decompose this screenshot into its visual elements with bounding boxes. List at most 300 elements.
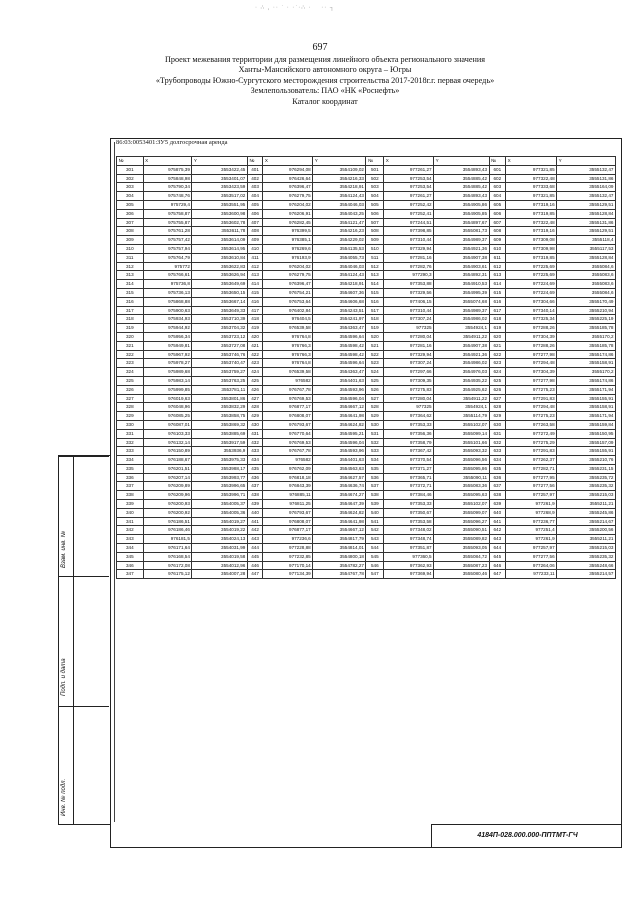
point-number-cell: 428: [247, 403, 263, 412]
x-coordinate-cell: 977322,48: [506, 218, 557, 227]
x-coordinate-cell: 977304,39: [506, 368, 557, 377]
y-coordinate-cell: 3553704,32: [192, 324, 247, 333]
y-coordinate-cell: 3555131,86: [557, 174, 616, 183]
point-number-cell: 513: [366, 271, 384, 280]
y-coordinate-cell: 3555096,27: [434, 517, 489, 526]
x-coordinate-cell: 976207,14: [143, 473, 192, 482]
coordinate-table: [116, 156, 616, 579]
x-coordinate-cell: 977280,04: [384, 332, 434, 341]
y-coordinate-cell: 3554976,03: [434, 368, 489, 377]
x-coordinate-cell: 977264,06: [506, 561, 557, 570]
x-coordinate-cell: 976204,02: [263, 262, 313, 271]
point-number-cell: 641: [489, 517, 506, 526]
x-coordinate-cell: 977372,71: [384, 482, 434, 491]
table-row: [117, 500, 616, 509]
point-number-cell: 527: [366, 394, 384, 403]
point-number-cell: 306: [117, 209, 144, 218]
x-coordinate-cell: 977333,68: [506, 183, 557, 192]
point-number-cell: 425: [247, 376, 263, 385]
stamp-label-replacement-inv: Взам. инв. №: [61, 530, 67, 568]
point-number-cell: 346: [117, 561, 144, 570]
y-coordinate-cell: 3555084,6: [557, 262, 616, 271]
y-coordinate-cell: 3554817,79: [313, 535, 366, 544]
table-row: [117, 350, 616, 359]
point-number-cell: 327: [117, 394, 144, 403]
y-coordinate-cell: 3555164,09: [557, 183, 616, 192]
point-number-cell: 334: [117, 456, 144, 465]
x-coordinate-cell: 977325,34: [506, 315, 557, 324]
point-number-cell: 530: [366, 420, 384, 429]
y-coordinate-cell: 3554019,22: [192, 526, 247, 535]
point-number-cell: 528: [366, 403, 384, 412]
x-coordinate-cell: 977367,42: [384, 447, 434, 456]
point-number-cell: 639: [489, 500, 506, 509]
y-coordinate-cell: 3555081,73: [434, 227, 489, 236]
table-row: [117, 200, 616, 209]
point-number-cell: 335: [117, 464, 144, 473]
y-coordinate-cell: 3554935,22: [434, 376, 489, 385]
x-coordinate-cell: 977291,83: [506, 447, 557, 456]
x-coordinate-cell: 976402,84: [263, 306, 313, 315]
y-coordinate-cell: 3554641,98: [313, 412, 366, 421]
point-number-cell: 523: [366, 359, 384, 368]
point-number-cell: 620: [489, 332, 506, 341]
x-coordinate-cell: 977340,14: [506, 306, 557, 315]
point-number-cell: 429: [247, 412, 263, 421]
x-coordinate-cell: 977275,23: [506, 385, 557, 394]
y-coordinate-cell: 3554019,58: [192, 552, 247, 561]
y-coordinate-cell: 3554907,38: [434, 253, 489, 262]
table-row: [117, 517, 616, 526]
y-coordinate-cell: 3554363,47: [313, 368, 366, 377]
x-coordinate-cell: 977325: [384, 403, 434, 412]
point-number-cell: 503: [366, 183, 384, 192]
x-coordinate-cell: 977371,27: [384, 464, 434, 473]
y-coordinate-cell: 3554593,96: [313, 447, 366, 456]
table-row: [117, 508, 616, 517]
point-number-cell: 304: [117, 192, 144, 201]
x-coordinate-cell: 977350,67: [384, 508, 434, 517]
table-row: [117, 473, 616, 482]
y-coordinate-cell: 3555214,57: [557, 570, 616, 579]
y-coordinate-cell: 3554046,03: [313, 262, 366, 271]
x-coordinate-cell: 976764,8: [263, 332, 313, 341]
x-coordinate-cell: 976769,53: [263, 394, 313, 403]
y-coordinate-cell: 3555132,47: [557, 192, 616, 201]
stamp-divider: [73, 456, 74, 824]
y-coordinate-cell: 3555131,86: [557, 218, 616, 227]
point-number-cell: 616: [489, 297, 506, 306]
point-number-cell: 329: [117, 412, 144, 421]
x-coordinate-cell: 977319,16: [506, 227, 557, 236]
y-coordinate-cell: 3555114,79: [434, 412, 489, 421]
point-number-cell: 542: [366, 526, 384, 535]
point-number-cell: 625: [489, 376, 506, 385]
x-coordinate-cell: 977236,77: [506, 517, 557, 526]
y-coordinate-cell: 3553858,75: [192, 412, 247, 421]
x-coordinate-cell: 975999,85: [143, 385, 192, 394]
x-coordinate-cell: 977228,88: [263, 544, 313, 553]
point-number-cell: 531: [366, 429, 384, 438]
document-code-box: [431, 824, 622, 848]
table-row: [117, 368, 616, 377]
column-header: Y: [313, 157, 366, 166]
x-coordinate-cell: 977261,27: [384, 165, 434, 174]
y-coordinate-cell: 3554885,42: [434, 183, 489, 192]
y-coordinate-cell: 3554986,02: [434, 315, 489, 324]
point-number-cell: 605: [489, 200, 506, 209]
y-coordinate-cell: 3554596,04: [313, 438, 366, 447]
point-number-cell: 343: [117, 535, 144, 544]
column-header: №: [366, 157, 384, 166]
x-coordinate-cell: 976087,01: [143, 420, 192, 429]
point-number-cell: 418: [247, 315, 263, 324]
point-number-cell: 417: [247, 306, 263, 315]
x-coordinate-cell: 977252,42: [384, 200, 434, 209]
y-coordinate-cell: 3553869,32: [192, 420, 247, 429]
y-coordinate-cell: 3553801,86: [192, 394, 247, 403]
point-number-cell: 303: [117, 183, 144, 192]
y-coordinate-cell: 3554814,01: [313, 544, 366, 553]
x-coordinate-cell: 977290,3: [384, 271, 434, 280]
point-number-cell: 510: [366, 244, 384, 253]
table-row: [117, 420, 616, 429]
x-coordinate-cell: 977282,76: [384, 262, 434, 271]
y-coordinate-cell: 3554903,61: [434, 262, 489, 271]
y-coordinate-cell: 3553649,33: [192, 306, 247, 315]
point-number-cell: 619: [489, 324, 506, 333]
x-coordinate-cell: 976206,91: [263, 209, 313, 218]
point-number-cell: 635: [489, 464, 506, 473]
x-coordinate-cell: 977253,54: [384, 183, 434, 192]
x-coordinate-cell: 977351,87: [384, 544, 434, 553]
y-coordinate-cell: 3554596,64: [313, 359, 366, 368]
y-coordinate-cell: 3554924,1: [434, 324, 489, 333]
x-coordinate-cell: 977319,85: [506, 253, 557, 262]
x-coordinate-cell: 976204,02: [263, 200, 313, 209]
x-coordinate-cell: 975790,34: [143, 183, 192, 192]
x-coordinate-cell: 976201,51: [143, 464, 192, 473]
point-number-cell: 627: [489, 394, 506, 403]
x-coordinate-cell: 976172,08: [143, 561, 192, 570]
point-number-cell: 519: [366, 324, 384, 333]
x-coordinate-cell: 976770,64: [263, 429, 313, 438]
table-row: [117, 297, 616, 306]
x-coordinate-cell: 976754,21: [263, 288, 313, 297]
column-header: №: [247, 157, 263, 166]
x-coordinate-cell: 975949,81: [143, 341, 192, 350]
point-number-cell: 629: [489, 412, 506, 421]
table-row: [117, 491, 616, 500]
point-number-cell: 610: [489, 244, 506, 253]
point-number-cell: 419: [247, 324, 263, 333]
x-coordinate-cell: 977353,33: [384, 500, 434, 509]
x-coordinate-cell: 977309,98: [506, 244, 557, 253]
point-number-cell: 445: [247, 552, 263, 561]
x-coordinate-cell: 976753,64: [263, 297, 313, 306]
y-coordinate-cell: 3555093,32: [434, 447, 489, 456]
point-number-cell: 311: [117, 253, 144, 262]
x-coordinate-cell: 976019,63: [143, 394, 192, 403]
y-coordinate-cell: 3555200,56: [557, 526, 616, 535]
point-number-cell: 537: [366, 482, 384, 491]
point-number-cell: 615: [489, 288, 506, 297]
x-coordinate-cell: 975758,87: [143, 209, 192, 218]
y-coordinate-cell: 3553517,02: [192, 192, 247, 201]
x-coordinate-cell: 975978,27: [143, 359, 192, 368]
point-number-cell: 602: [489, 174, 506, 183]
y-coordinate-cell: 3554124,43: [313, 271, 366, 280]
point-number-cell: 403: [247, 183, 263, 192]
y-coordinate-cell: 3554606,68: [313, 297, 366, 306]
y-coordinate-cell: 3553763,25: [192, 376, 247, 385]
point-number-cell: 606: [489, 209, 506, 218]
x-coordinate-cell: 975772: [143, 262, 192, 271]
point-number-cell: 504: [366, 192, 384, 201]
header-line-4: Землепользователь: ПАО «НК «Роснефть»: [250, 86, 400, 96]
x-coordinate-cell: 975757,42: [143, 236, 192, 245]
table-row: [117, 385, 616, 394]
point-number-cell: 442: [247, 526, 263, 535]
point-number-cell: 526: [366, 385, 384, 394]
y-coordinate-cell: 3553614,09: [192, 236, 247, 245]
point-number-cell: 501: [366, 165, 384, 174]
x-coordinate-cell: 977365,71: [384, 473, 434, 482]
point-number-cell: 427: [247, 394, 263, 403]
point-number-cell: 520: [366, 332, 384, 341]
y-coordinate-cell: 3554624,82: [313, 508, 366, 517]
y-coordinate-cell: 3553600,98: [192, 209, 247, 218]
y-coordinate-cell: 3555210,94: [557, 306, 616, 315]
y-coordinate-cell: 3554885,42: [434, 174, 489, 183]
x-coordinate-cell: 976150,89: [143, 447, 192, 456]
y-coordinate-cell: 3554401,63: [313, 376, 366, 385]
y-coordinate-cell: 3553781,11: [192, 385, 247, 394]
x-coordinate-cell: 977353,33: [384, 420, 434, 429]
point-number-cell: 426: [247, 385, 263, 394]
y-coordinate-cell: 3554595,21: [313, 429, 366, 438]
point-number-cell: 342: [117, 526, 144, 535]
point-number-cell: 617: [489, 306, 506, 315]
point-number-cell: 532: [366, 438, 384, 447]
x-coordinate-cell: 977406,15: [384, 297, 434, 306]
x-coordinate-cell: 975900,63: [143, 306, 192, 315]
y-coordinate-cell: 3555245,86: [557, 508, 616, 517]
x-coordinate-cell: 977329,94: [384, 350, 434, 359]
point-number-cell: 614: [489, 280, 506, 289]
point-number-cell: 505: [366, 200, 384, 209]
y-coordinate-cell: 3554218,91: [313, 280, 366, 289]
x-coordinate-cell: 977277,98: [506, 376, 557, 385]
x-coordinate-cell: 977280,04: [384, 394, 434, 403]
point-number-cell: 604: [489, 192, 506, 201]
x-coordinate-cell: 976181,5: [143, 535, 192, 544]
stamp-label-signature-date: Подп. и дата: [61, 658, 67, 696]
x-coordinate-cell: 977262,37: [506, 456, 557, 465]
table-row: [117, 324, 616, 333]
point-number-cell: 320: [117, 332, 144, 341]
y-coordinate-cell: 3554892,31: [434, 271, 489, 280]
point-number-cell: 339: [117, 500, 144, 509]
point-number-cell: 407: [247, 218, 263, 227]
table-row: [117, 359, 616, 368]
point-number-cell: 529: [366, 412, 384, 421]
y-coordinate-cell: 3555235,72: [557, 473, 616, 482]
y-coordinate-cell: 3554563,63: [313, 464, 366, 473]
table-row: [117, 341, 616, 350]
y-coordinate-cell: 3555215,03: [557, 544, 616, 553]
point-number-cell: 301: [117, 165, 144, 174]
y-coordinate-cell: 3555235,32: [557, 552, 616, 561]
y-coordinate-cell: 3553759,27: [192, 368, 247, 377]
point-number-cell: 536: [366, 473, 384, 482]
stamp-column: [58, 455, 110, 825]
point-number-cell: 638: [489, 491, 506, 500]
point-number-cell: 631: [489, 429, 506, 438]
y-coordinate-cell: 3553917,59: [192, 438, 247, 447]
y-coordinate-cell: 3554624,82: [313, 420, 366, 429]
y-coordinate-cell: 3554893,43: [434, 192, 489, 201]
point-number-cell: 440: [247, 508, 263, 517]
y-coordinate-cell: 3553727,08: [192, 341, 247, 350]
x-coordinate-cell: 977304,66: [506, 297, 557, 306]
x-coordinate-cell: 977275,29: [506, 438, 557, 447]
x-coordinate-cell: 976279,75: [263, 271, 313, 280]
x-coordinate-cell: 977236,6: [263, 535, 313, 544]
point-number-cell: 517: [366, 306, 384, 315]
point-number-cell: 323: [117, 359, 144, 368]
point-number-cell: 405: [247, 200, 263, 209]
header-line-2: Ханты-Мансийского автономного округа – Югры: [238, 65, 412, 75]
x-coordinate-cell: 977398,85: [384, 227, 434, 236]
point-number-cell: 647: [489, 570, 506, 579]
x-coordinate-cell: 977329,94: [384, 244, 434, 253]
point-number-cell: 636: [489, 473, 506, 482]
y-coordinate-cell: 3553401,07: [192, 174, 247, 183]
table-row: [117, 570, 616, 579]
point-number-cell: 540: [366, 508, 384, 517]
y-coordinate-cell: 3554627,57: [313, 473, 366, 482]
table-row: [117, 526, 616, 535]
y-coordinate-cell: 3555095,86: [434, 464, 489, 473]
x-coordinate-cell: 976188,67: [143, 456, 192, 465]
x-coordinate-cell: 976539,58: [263, 368, 313, 377]
x-coordinate-cell: 977353,58: [384, 517, 434, 526]
table-row: [117, 174, 616, 183]
x-coordinate-cell: 976103,33: [143, 429, 192, 438]
y-coordinate-cell: 3555248,66: [557, 561, 616, 570]
y-coordinate-cell: 3554005,37: [192, 500, 247, 509]
x-coordinate-cell: 977294,48: [506, 403, 557, 412]
y-coordinate-cell: 3555211,21: [557, 500, 616, 509]
x-coordinate-cell: 977356,36: [384, 429, 434, 438]
x-coordinate-cell: 977294,48: [506, 359, 557, 368]
x-coordinate-cell: 977309,35: [384, 376, 434, 385]
y-coordinate-cell: 3553710,39: [192, 315, 247, 324]
x-coordinate-cell: 977275,83: [384, 385, 434, 394]
y-coordinate-cell: 3555129,51: [557, 200, 616, 209]
point-number-cell: 623: [489, 359, 506, 368]
y-coordinate-cell: 3555128,84: [557, 253, 616, 262]
y-coordinate-cell: 3553988,17: [192, 464, 247, 473]
point-number-cell: 621: [489, 341, 506, 350]
y-coordinate-cell: 3554800,18: [313, 552, 366, 561]
x-coordinate-cell: 977261,9: [506, 535, 557, 544]
x-coordinate-cell: 977277,98: [506, 350, 557, 359]
y-coordinate-cell: 3553740,47: [192, 359, 247, 368]
y-coordinate-cell: 3554995,39: [434, 288, 489, 297]
y-coordinate-cell: 3553885,69: [192, 429, 247, 438]
x-coordinate-cell: 975989,68: [143, 368, 192, 377]
y-coordinate-cell: 3554363,47: [313, 324, 366, 333]
point-number-cell: 515: [366, 288, 384, 297]
y-coordinate-cell: 3555080,46: [434, 570, 489, 579]
point-number-cell: 546: [366, 561, 384, 570]
y-coordinate-cell: 3554401,63: [313, 456, 366, 465]
point-number-cell: 608: [489, 227, 506, 236]
x-coordinate-cell: 977309,08: [506, 236, 557, 245]
x-coordinate-cell: 977282,71: [506, 464, 557, 473]
point-number-cell: 626: [489, 385, 506, 394]
y-coordinate-cell: 3554607,36: [313, 288, 366, 297]
x-coordinate-cell: 975761,28: [143, 227, 192, 236]
y-coordinate-cell: 3555214,67: [557, 517, 616, 526]
table-row: [117, 447, 616, 456]
x-coordinate-cell: 976269,6: [263, 244, 313, 253]
y-coordinate-cell: 3555185,78: [557, 324, 616, 333]
x-coordinate-cell: 977288,26: [506, 324, 557, 333]
column-header: X: [384, 157, 434, 166]
point-number-cell: 416: [247, 297, 263, 306]
x-coordinate-cell: 976404,5: [263, 315, 313, 324]
x-coordinate-cell: 977275,23: [506, 412, 557, 421]
document-header: [105, 55, 545, 107]
point-number-cell: 325: [117, 376, 144, 385]
point-number-cell: 603: [489, 183, 506, 192]
y-coordinate-cell: 3555090,51: [434, 526, 489, 535]
section-title: 86:03:0053401:ЗУ5 долгосрочная аренда: [116, 139, 228, 146]
x-coordinate-cell: 976766,3: [263, 350, 313, 359]
table-row: [117, 561, 616, 570]
table-row: [117, 253, 616, 262]
y-coordinate-cell: 3555128,84: [557, 209, 616, 218]
x-coordinate-cell: 977297,66: [384, 368, 434, 377]
point-number-cell: 646: [489, 561, 506, 570]
y-coordinate-cell: 3555096,56: [434, 456, 489, 465]
x-coordinate-cell: 977369,94: [384, 570, 434, 579]
frame-binding-line: [114, 142, 115, 822]
x-coordinate-cell: 976048,96: [143, 403, 192, 412]
y-coordinate-cell: 3555158,91: [557, 359, 616, 368]
x-coordinate-cell: 977261,9: [506, 500, 557, 509]
y-coordinate-cell: 3555171,94: [557, 412, 616, 421]
point-number-cell: 511: [366, 253, 384, 262]
x-coordinate-cell: 977310,44: [384, 306, 434, 315]
y-coordinate-cell: 3555099,14: [434, 429, 489, 438]
y-coordinate-cell: 3555211,21: [557, 535, 616, 544]
table-row: [117, 227, 616, 236]
point-number-cell: 644: [489, 544, 506, 553]
point-number-cell: 533: [366, 447, 384, 456]
x-coordinate-cell: 977134,39: [263, 570, 313, 579]
x-coordinate-cell: 975729,4: [143, 200, 192, 209]
y-coordinate-cell: 3555083,6: [557, 271, 616, 280]
y-coordinate-cell: 3554893,43: [434, 165, 489, 174]
point-number-cell: 305: [117, 200, 144, 209]
y-coordinate-cell: 3555117,53: [557, 244, 616, 253]
y-coordinate-cell: 3554596,04: [313, 394, 366, 403]
point-number-cell: 435: [247, 464, 263, 473]
